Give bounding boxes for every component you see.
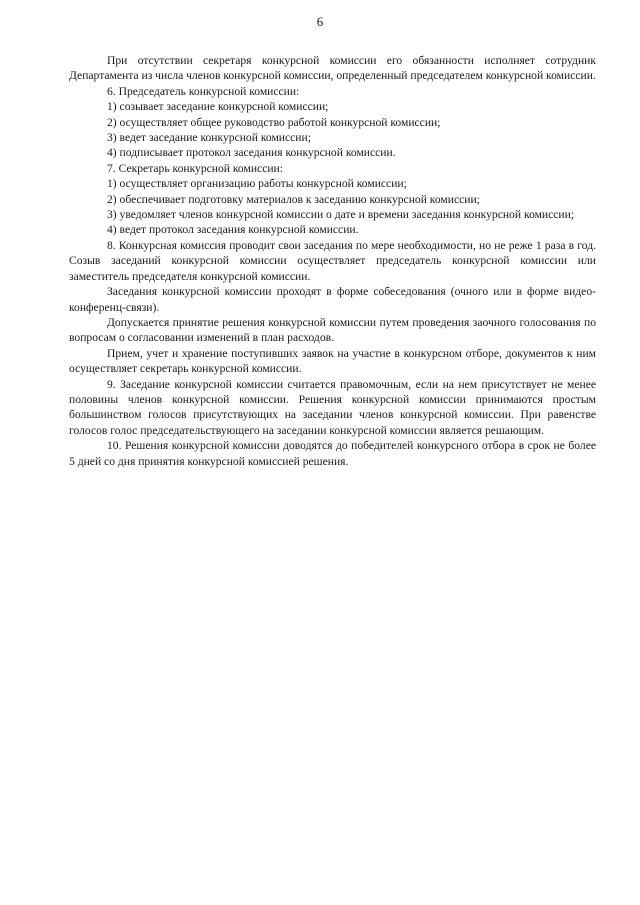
clause-6-heading: 6. Председатель конкурсной комиссии:: [107, 84, 300, 98]
list-item: 3) ведет заседание конкурсной комиссии;: [107, 131, 311, 145]
document-body: [69, 53, 596, 469]
paragraph: Прием, учет и хранение поступивших заявок на участие в конкурсном отборе, документов к ним осуществляет секретарь конкурсной комиссии.: [69, 346, 596, 376]
list-item: 1) созывает заседание конкурсной комиссии;: [107, 100, 329, 114]
list-item: 2) обеспечивает подготовку материалов к заседанию конкурсной комиссии;: [107, 192, 480, 206]
list-item: 2) осуществляет общее руководство работой конкурсной комиссии;: [107, 115, 441, 129]
page-number: 6: [316, 14, 324, 29]
paragraph-secretary-substitute: При отсутствии секретаря конкурсной комиссии его обязанности исполняет сотрудник Департамента из числа членов конкурсной комиссии, определенный председателем конкурсной комиссии.: [69, 54, 596, 83]
list-item: 4) подписывает протокол заседания конкурсной комиссии.: [107, 146, 396, 160]
paragraph: Допускается принятие решения конкурсной комиссии путем проведения заочного голосования по вопросам о согласовании изменений в план расходов.: [69, 315, 596, 345]
clause-7-heading: 7. Секретарь конкурсной комиссии:: [107, 161, 283, 175]
clause-8-paragraph: 8. Конкурсная комиссия проводит свои заседания по мере необходимости, но не реже 1 раза в год. Созыв заседаний конкурсной комиссии осуществляет председатель конкурсной комиссии или заместитель председателя конкурсной комиссии.: [69, 238, 596, 283]
list-item: 3) уведомляет членов конкурсной комиссии о дате и времени заседания конкурсной комиссии;: [107, 208, 575, 222]
clause-9-paragraph: 9. Заседание конкурсной комиссии считается правомочным, если на нем присутствует не менее половины членов конкурсной комиссии. Решения конкурсной комиссии принимаются простым большинством голосов присутствующих на заседании членов конкурсной комиссии. При равенстве голосов голос председательствующего на заседании конкурсной комиссии является решающим.: [69, 377, 596, 437]
clause-10-paragraph: 10. Решения конкурсной комиссии доводятся до победителей конкурсного отбора в срок не более 5 дней со дня принятия конкурсной комиссией решения.: [69, 439, 596, 468]
list-item: 4) ведет протокол заседания конкурсной комиссии.: [107, 223, 359, 237]
paragraph: Заседания конкурсной комиссии проходят в форме собеседования (очного или в форме видео-конференц-связи).: [69, 285, 596, 314]
list-item: 1) осуществляет организацию работы конкурсной комиссии;: [107, 177, 407, 191]
